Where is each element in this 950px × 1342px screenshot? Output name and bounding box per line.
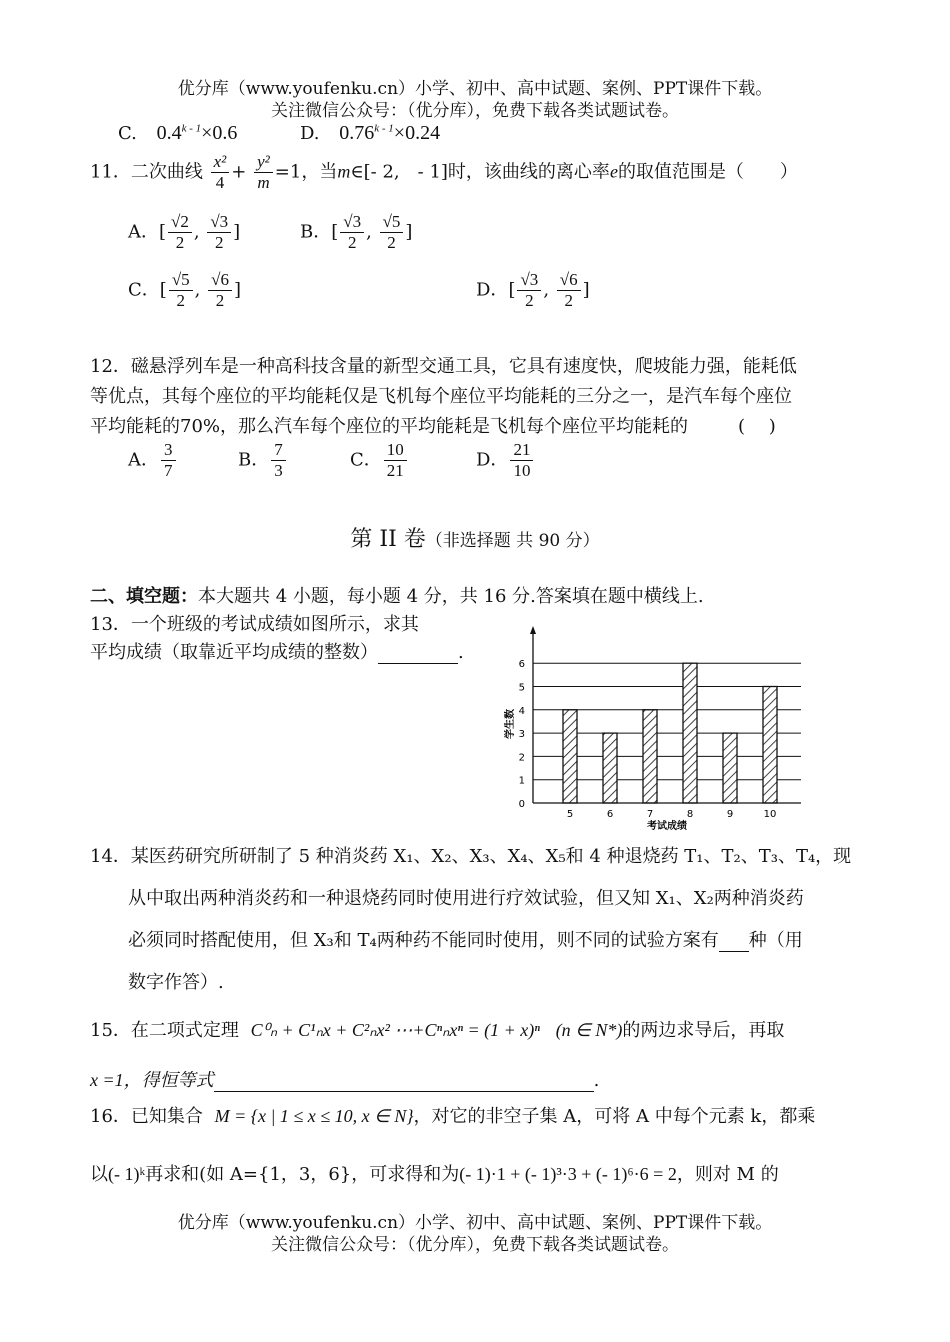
q12-option-a: A． $\frac{3}{7}$: [128, 440, 178, 481]
q10-option-c: C. $0.4^{k - 1}\times 0.6$: [118, 122, 238, 144]
q14-line2: 从中取出两种消炎药和一种退烧药同时使用进行疗效试验，但又知 X₁、X₂两种消炎药: [128, 888, 804, 909]
chart-y-tick-label: 6: [518, 659, 525, 671]
page-header-line2: 关注微信公众号：（优分库），免费下载各类试题试卷。: [271, 101, 679, 121]
chart-x-tick-label: 5: [566, 809, 574, 820]
chart-x-tick-label: 9: [726, 809, 734, 820]
chart-bar-8: [683, 663, 697, 803]
q10-option-d: D. $0.76^{k - 1}\times 0.24$: [300, 122, 441, 144]
part2-title: 第 II 卷（非选择题 共 90 分）: [350, 527, 600, 552]
chart-x-tick-label: 6: [606, 809, 614, 820]
page-footer-line1: 优分库（www.youfenku.cn）小学、初中、高中试题、案例、PPT课件下载。: [177, 1213, 773, 1233]
q14-line1: 14．某医药研究所研制了 5 种消炎药 X₁、X₂、X₃、X₄、X₅和 4 种退烧药 T₁、T₂、T₃、T₄，现: [90, 846, 852, 867]
chart-y-ticks: [519, 659, 525, 810]
score-bar-chart: [495, 622, 815, 840]
q15-line2: x =1，得恒等式 .: [90, 1070, 600, 1091]
chart-y-tick-label: 3: [518, 729, 525, 741]
q13-line2: 平均成绩（取靠近平均成绩的整数） .: [90, 642, 464, 663]
chart-bar-6: [603, 733, 617, 803]
q11-option-b: B．[ $\frac{√3}{2}$ , $\frac{√5}{2}$ ]: [300, 212, 413, 252]
chart-y-tick-label: 0: [518, 799, 525, 810]
q16-line1: 16．已知集合 M = {x | 1 ≤ x ≤ 10, x ∈ N}，对它的非空子集 A，可将 A 中每个元素 k，都乘: [90, 1106, 816, 1127]
chart-y-tick-label: 5: [518, 682, 525, 694]
chart-y-tick-label: 1: [518, 775, 525, 787]
q16-line2: 以(- 1)ᵏ再求和(如 A={1，3，6}，可求得和为(- 1)·1 + (- 1)³·3 + (- 1)⁶·6 = 2，则对 M 的: [90, 1164, 779, 1185]
q12-option-b: B． $\frac{7}{3}$: [238, 440, 288, 481]
chart-y-tick-label: 2: [518, 752, 525, 764]
q11-stem: 11．二次曲线 $\frac{\text{x²}}{4}$ + $\frac{\text{y²}}{m}$ =1，当m∈[- 2, - 1]时，该曲线的离心率e的取值范围是（ ）: [90, 152, 798, 192]
q11-option-c: C．[ $\frac{√5}{2}$ , $\frac{√6}{2}$ ]: [128, 270, 241, 310]
chart-bar-7: [643, 710, 657, 803]
q12-option-d: D． $\frac{21}{10}$: [476, 440, 535, 481]
chart-x-tick-label: 10: [763, 809, 777, 820]
chart-x-tick-label: 8: [686, 809, 694, 820]
q13-line1: 13．一个班级的考试成绩如图所示，求其: [90, 614, 419, 635]
chart-bar-10: [763, 687, 777, 804]
q15-line1: 15．在二项式定理 C⁰ₙ + C¹ₙx + C²ₙx² ⋯+Cⁿₙxⁿ = (1 + x)ⁿ (n ∈ N*)的两边求导后，再取: [90, 1020, 785, 1041]
chart-y-axis-arrow: [530, 626, 536, 634]
q14-line4: 数字作答）.: [128, 972, 224, 993]
q11-option-a: A．[ $\frac{√2}{2}$ , $\frac{√3}{2}$ ]: [128, 212, 241, 252]
q12-line3: 平均能耗的70%，那么汽车每个座位的平均能耗是飞机每个座位平均能耗的 ( ): [90, 416, 776, 437]
chart-x-label: 考试成绩: [647, 821, 687, 832]
chart-bar-9: [723, 733, 737, 803]
page-header-line1: 优分库（www.youfenku.cn）小学、初中、高中试题、案例、PPT课件下载。: [177, 79, 773, 99]
chart-bar-5: [563, 710, 577, 803]
page-footer-line2: 关注微信公众号：（优分库），免费下载各类试题试卷。: [271, 1235, 679, 1255]
q12-option-c: C． $\frac{10}{21}$: [350, 440, 409, 481]
q12-line1: 12．磁悬浮列车是一种高科技含量的新型交通工具，它具有速度快，爬坡能力强，能耗低: [90, 356, 797, 377]
chart-x-tick-label: 7: [646, 809, 654, 820]
chart-y-tick-label: 4: [518, 705, 525, 717]
q11-option-d: D．[ $\frac{√3}{2}$ , $\frac{√6}{2}$ ]: [476, 270, 590, 310]
q12-line2: 等优点，其每个座位的平均能耗仅是飞机每个座位平均能耗的三分之一，是汽车每个座位: [90, 386, 792, 407]
section2-heading: 二、填空题：本大题共 4 小题，每小题 4 分，共 16 分.答案填在题中横线上.: [90, 586, 704, 607]
chart-x-ticks: [567, 809, 777, 820]
q14-line3: 必须同时搭配使用，但 X₃和 T₄两种药不能同时使用，则不同的试验方案有 种（用: [128, 930, 803, 951]
chart-y-label: 学生数: [505, 709, 516, 739]
